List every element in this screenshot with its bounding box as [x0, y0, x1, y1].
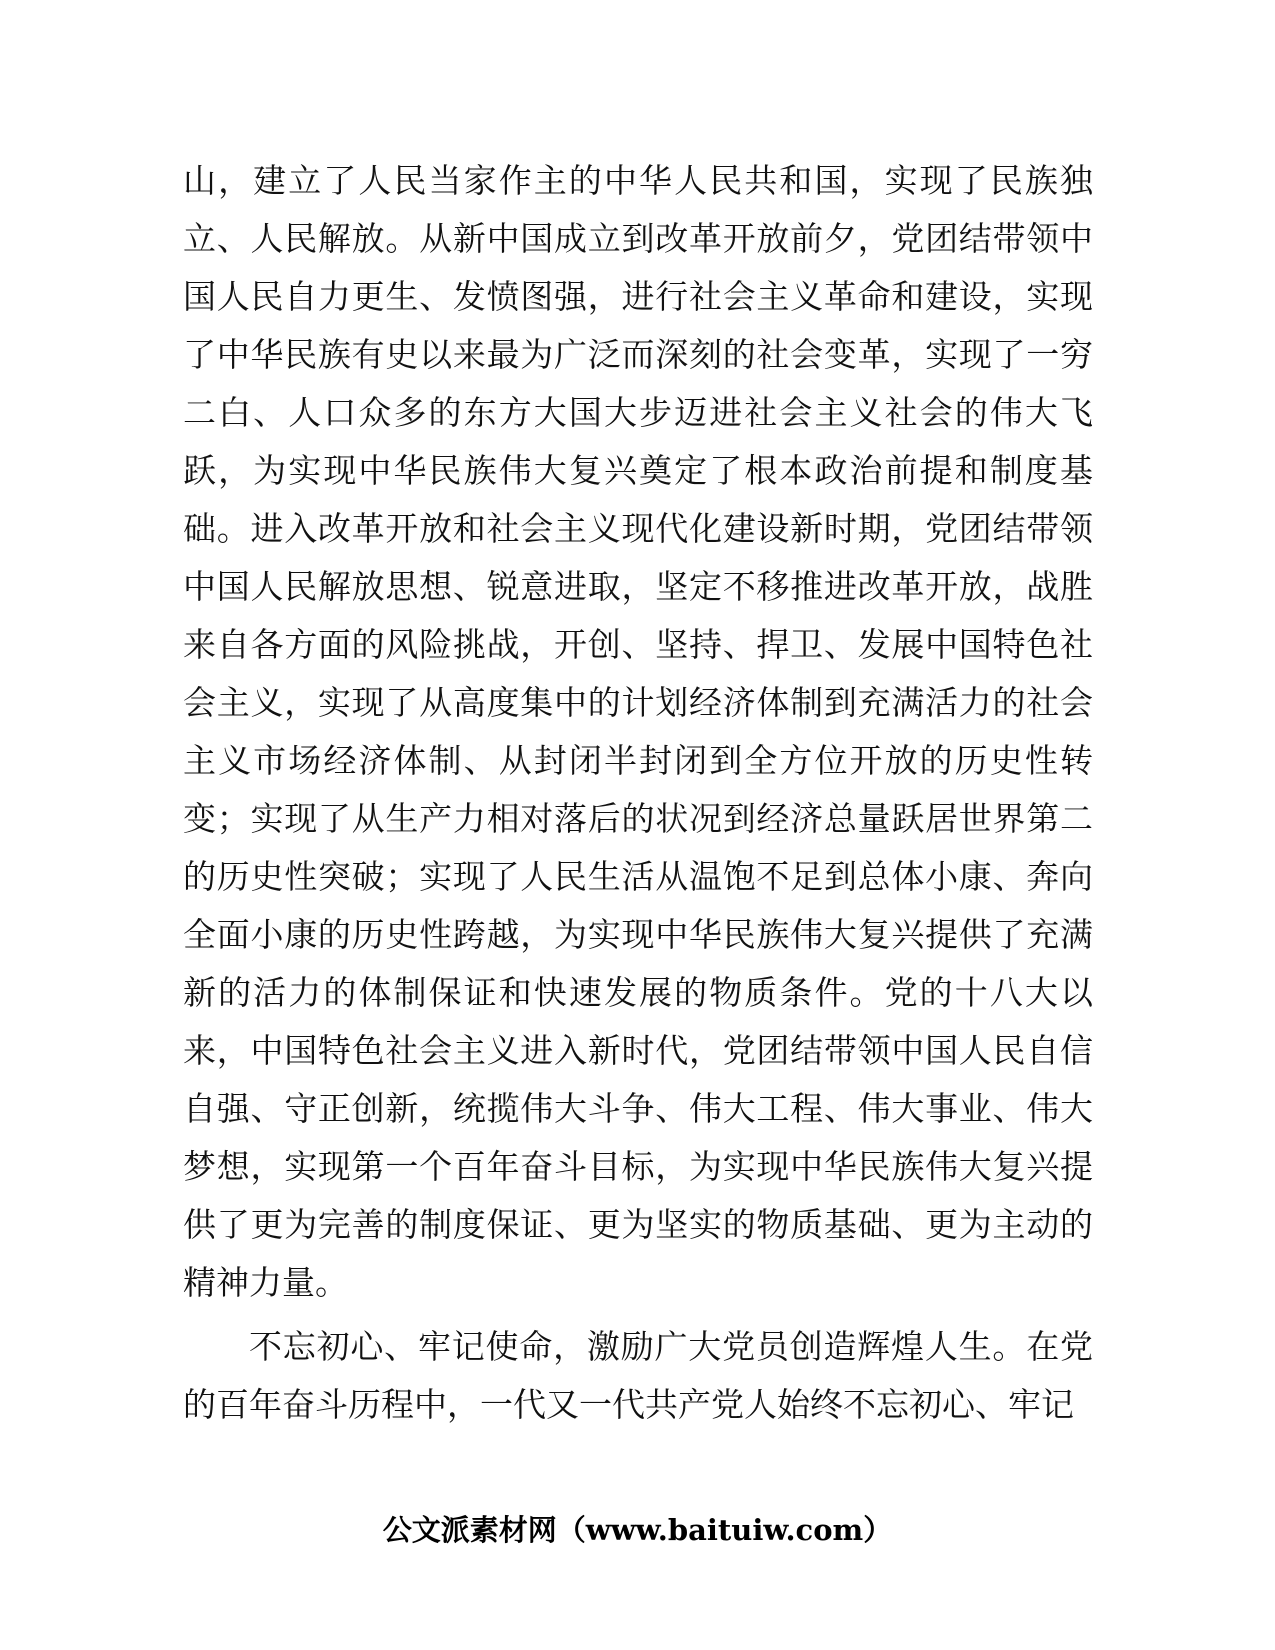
body-text	[183, 152, 1093, 1434]
paragraph-continuation: 山，建立了人民当家作主的中华人民共和国，实现了民族独立、人民解放。从新中国成立到改革开放前夕，党团结带领中国人民自力更生、发愤图强，进行社会主义革命和建设，实现了中华民族有史以来最为广泛而深刻的社会变革，实现了一穷二白、人口众多的东方大国大步迈进社会主义社会的伟大飞跃，为实现中华民族伟大复兴奠定了根本政治前提和制度基础。进入改革开放和社会主义现代化建设新时期，党团结带领中国人民解放思想、锐意进取，坚定不移推进改革开放，战胜来自各方面的风险挑战，开创、坚持、捍卫、发展中国特色社会主义，实现了从高度集中的计划经济体制到充满活力的社会主义市场经济体制、从封闭半封闭到全方位开放的历史性转变；实现了从生产力相对落后的状况到经济总量跃居世界第二的历史性突破；实现了人民生活从温饱不足到总体小康、奔向全面小康的历史性跨越，为实现中华民族伟大复兴提供了充满新的活力的体制保证和快速发展的物质条件。党的十八大以来，中国特色社会主义进入新时代，党团结带领中国人民自信自强、守正创新，统揽伟大斗争、伟大工程、伟大事业、伟大梦想，实现第一个百年奋斗目标，为实现中华民族伟大复兴提供了更为完善的制度保证、更为坚实的物质基础、更为主动的精神力量。	[183, 161, 1093, 1302]
paragraph-mission: 不忘初心、牢记使命，激励广大党员创造辉煌人生。在党的百年奋斗历程中，一代又一代共产党人始终不忘初心、牢记	[183, 1327, 1093, 1424]
footer-watermark: 公文派素材网（www.baituiw.com）	[382, 1513, 893, 1547]
